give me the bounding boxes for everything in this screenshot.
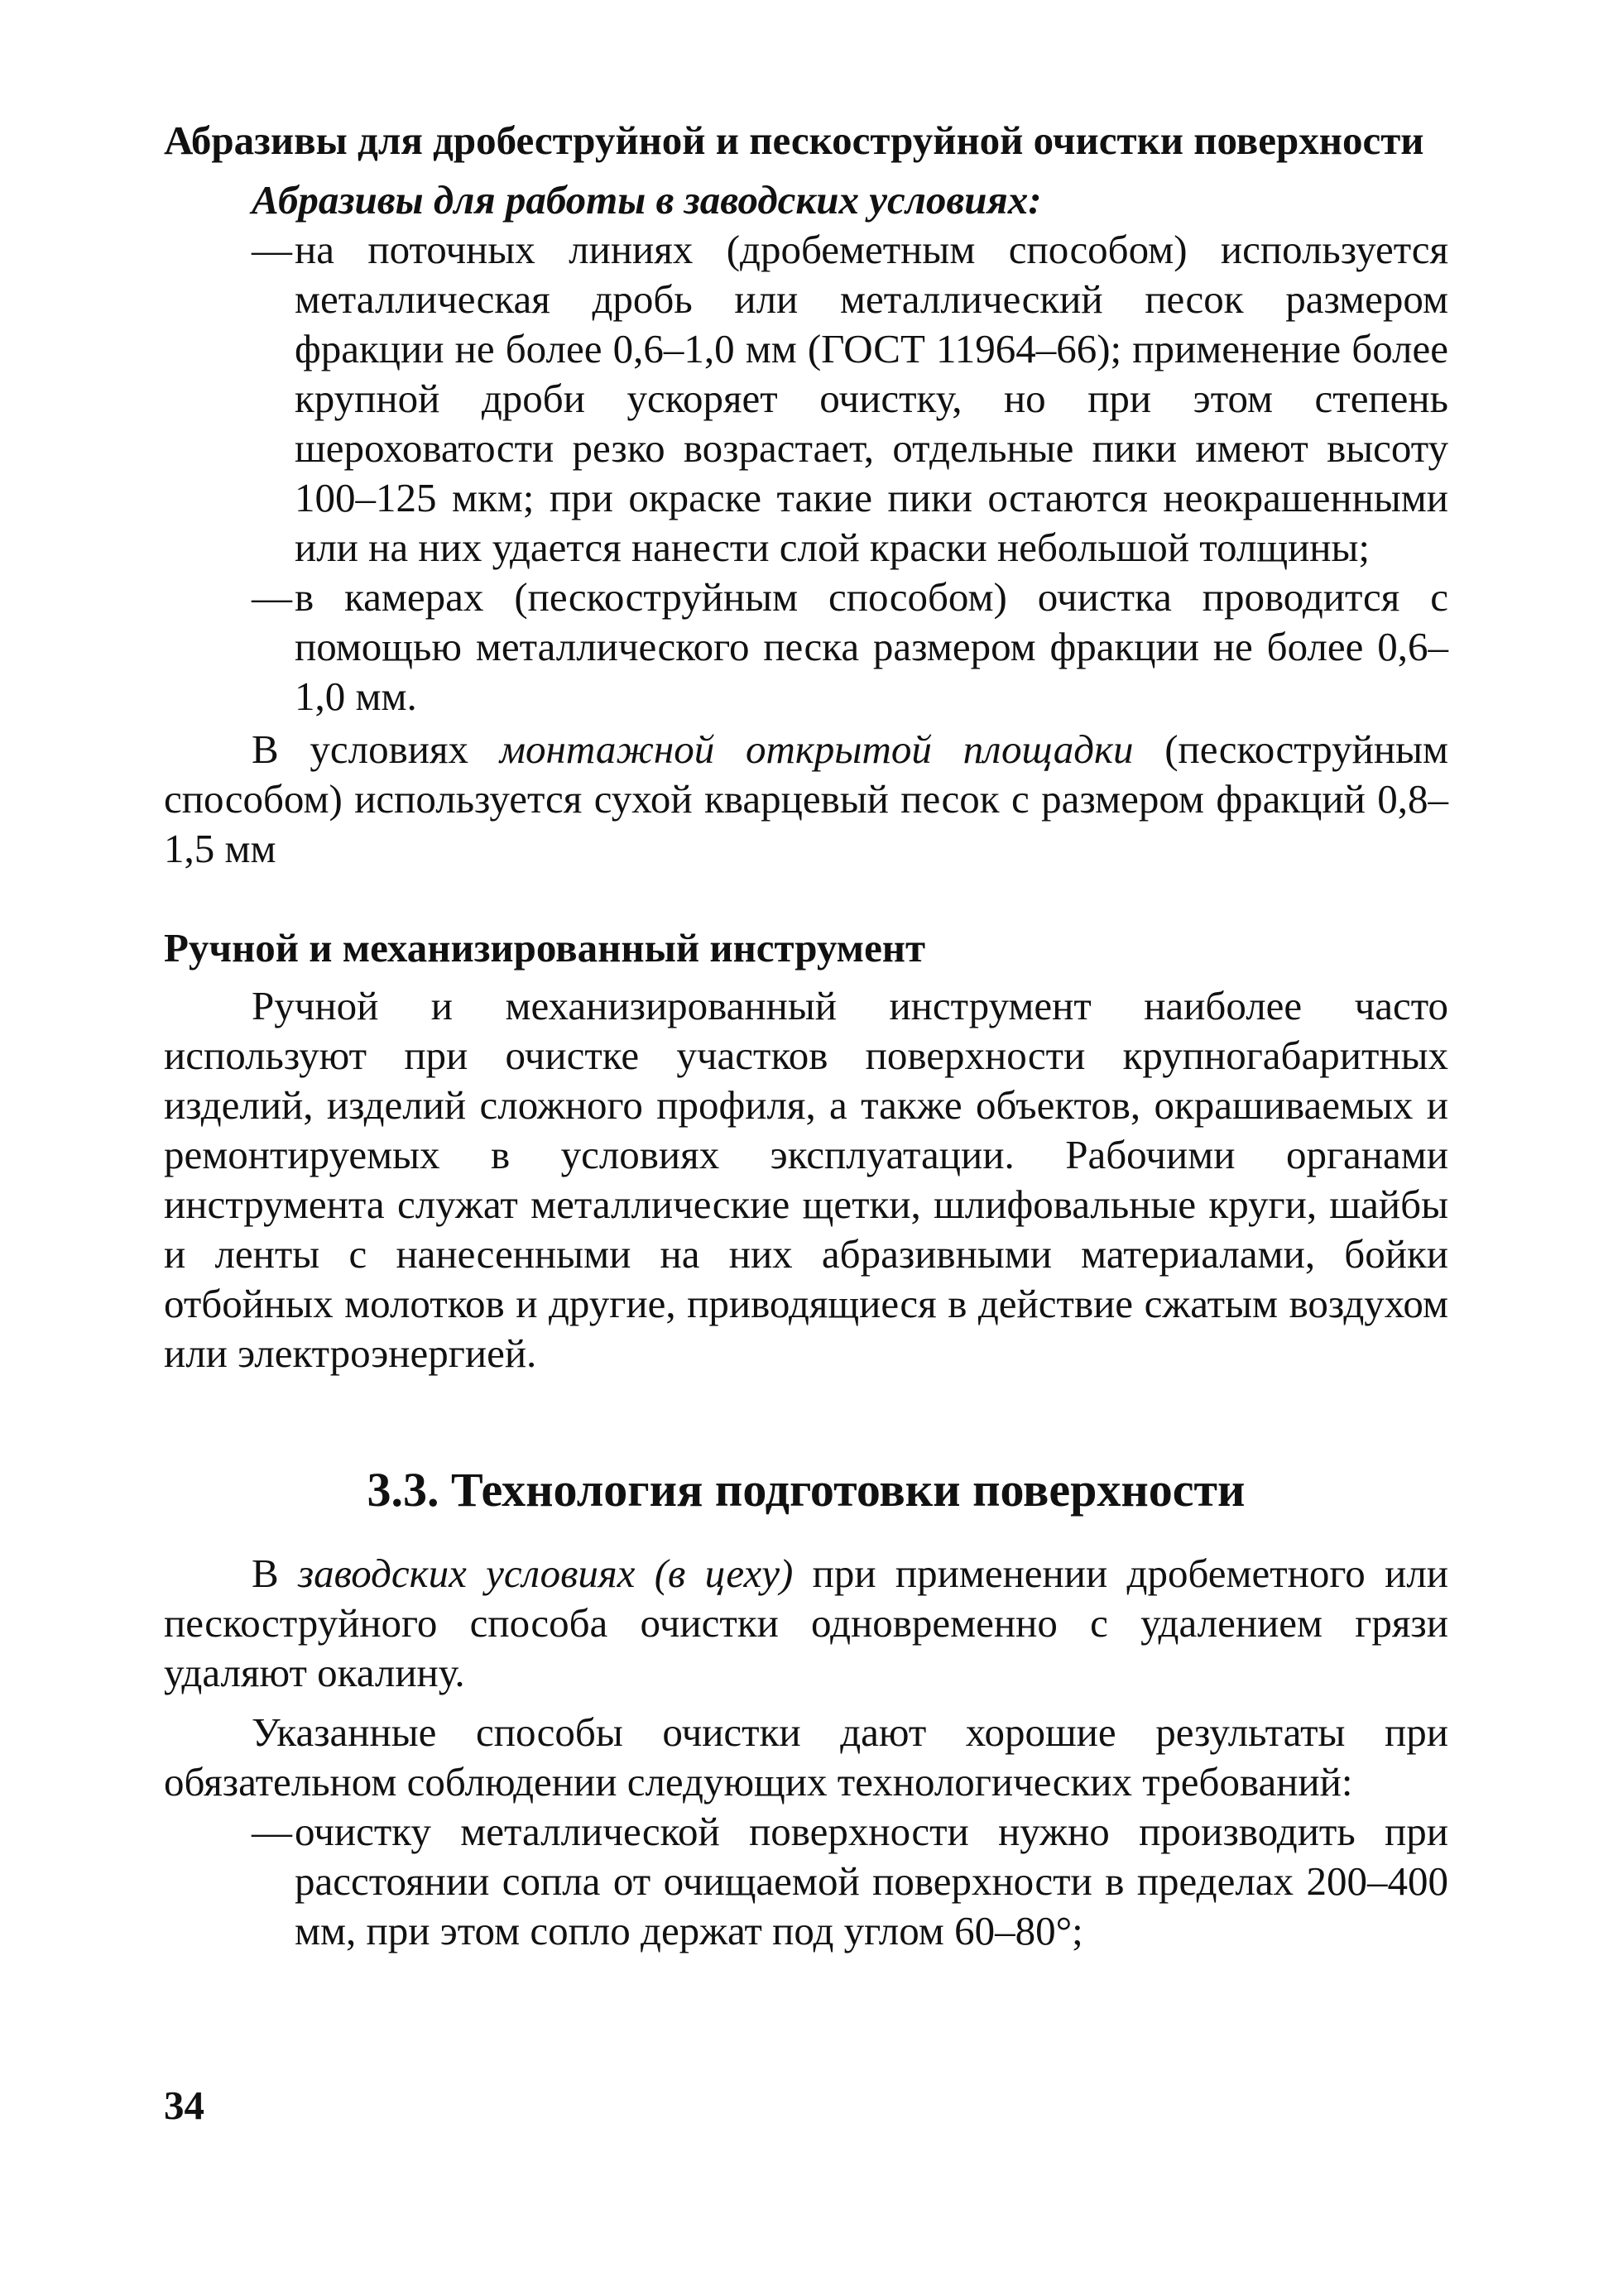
list-item-text: очистку металлической поверхности нужно производить при расстоянии сопла от очищаемой поверхности в пределах 200–400 мм, при этом сопло держат под углом 60–80°; <box>295 1809 1448 1953</box>
requirements-list <box>164 1807 1448 1956</box>
italic-term: заводских условиях (в цеху) <box>298 1551 794 1596</box>
paragraph-text: при применении дробеметного или пескоструйного способа очистки одновременно с удалением грязи удаляют окалину. <box>164 1551 1449 1695</box>
list-dash: — <box>252 574 292 620</box>
paragraph-text: В <box>252 1551 299 1596</box>
list-item <box>164 573 1448 721</box>
list-item-text: на поточных линиях (дробеметным способом) используется металлическая дробь или металлический песок размером фракции не более 0,6–1,0 мм (ГОСТ 11964–66); применение более крупной дроби ускоряет очистку, но при этом степень шероховатости резко возрастает, отдельные пики имеют высоту 100–125 мкм; при окраске такие пики остаются неокрашенными или на них удается нанести слой краски небольшой толщины; <box>295 227 1448 570</box>
paragraph-site-conditions <box>164 725 1448 874</box>
page-content <box>164 116 1448 1956</box>
section-heading-tools: Ручной и механизированный инструмент <box>164 925 926 971</box>
paragraph-text: В условиях <box>252 726 500 772</box>
chapter-title: 3.3. Технология подготовки поверхности <box>367 1463 1246 1517</box>
subheading-factory-abrasives: Абразивы для работы в заводских условиях: <box>252 177 1042 223</box>
paragraph-factory <box>164 1549 1448 1698</box>
list-item-text: в камерах (пескоструйным способом) очистка проводится с помощью металлического песка размером фракции не более 0,6–1,0 мм. <box>295 574 1448 719</box>
paragraph-text: (пескоструйным способом) используется сухой кварцевый песок с размером фракций 0,8–1,5 мм <box>164 726 1448 871</box>
list-item <box>164 225 1448 573</box>
list-dash: — <box>252 227 292 272</box>
page-number: 34 <box>164 2083 204 2128</box>
paragraph-tools: Ручной и механизированный инструмент наиболее часто используют при очистке участков поверхности крупногабаритных изделий, изделий сложного профиля, а также объектов, окрашиваемых и ремонтируемых в условиях эксплуатации. Рабочими органами инструмента служат металлические щетки, шлифовальные круги, шайбы и ленты с нанесенными на них абразивными материалами, бойки отбойных молотков и другие, приводящиеся в действие сжатым воздухом или электроэнергией. <box>164 983 1448 1376</box>
list-item <box>164 1807 1448 1956</box>
italic-term: монтажной открытой площадки <box>499 726 1134 772</box>
section-heading-abrasives: Абразивы для дробеструйной и пескоструйной очистки поверхности <box>164 117 1424 163</box>
list-dash: — <box>252 1809 292 1854</box>
paragraph-requirements: Указанные способы очистки дают хорошие результаты при обязательном соблюдении следующих технологических требований: <box>164 1709 1448 1805</box>
abrasives-list <box>164 225 1448 721</box>
